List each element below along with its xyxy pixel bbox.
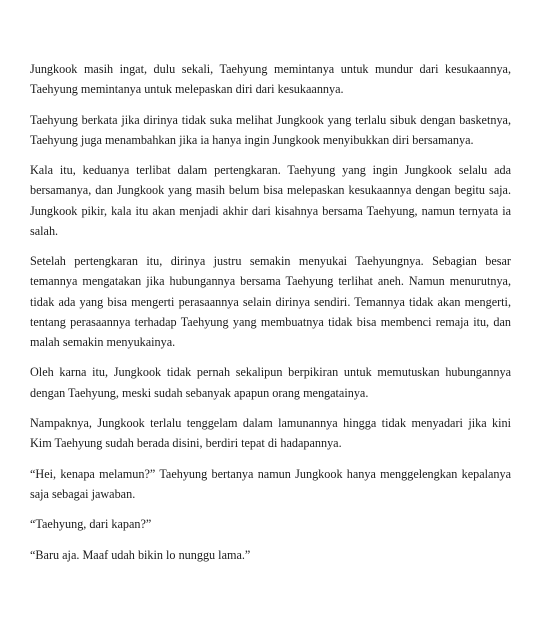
document-page xyxy=(30,59,511,575)
paragraph: Taehyung berkata jika dirinya tidak suka melihat Jungkook yang terlalu sibuk dengan basketnya, Taehyung juga menambahkan jika ia hanya ingin Jungkook menyibukkan diri bersamanya. xyxy=(30,112,511,147)
paragraph: Setelah pertengkaran itu, dirinya justru semakin menyukai Taehyungnya. Sebagian besar temannya mengatakan jika hubungannya bersama Taehyung terlihat aneh. Namun menurutnya, tidak ada yang bisa mengerti perasaannya selain dirinya sendiri. Temannya tidak akan mengerti, tentang perasaannya terhadap Taehyung yang membuatnya tidak bisa membenci remaja itu, dan malah semakin menyukainya. xyxy=(30,254,511,349)
paragraph: Nampaknya, Jungkook terlalu tenggelam dalam lamunannya hingga tidak menyadari jika kini Kim Taehyung sudah berada disini, berdiri tepat di hadapannya. xyxy=(30,415,511,451)
paragraph: “Hei, kenapa melamun?” Taehyung bertanya namun Jungkook hanya menggelengkan kepalanya saja sebagai jawaban. xyxy=(30,466,511,501)
paragraph: Kala itu, keduanya terlibat dalam pertengkaran. Taehyung yang ingin Jungkook selalu ada bersamanya, dan Jungkook yang masih belum bisa melepaskan kesukaannya dengan begitu saja. Jungkook pikir, kala itu akan menjadi akhir dari kisahnya bersama Taehyung, namun ternyata ia salah. xyxy=(30,163,511,238)
paragraph: “Taehyung, dari kapan?” xyxy=(30,517,152,532)
paragraph: Oleh karna itu, Jungkook tidak pernah sekalipun berpikiran untuk memutuskan hubungannya dengan Taehyung, meski sudah sebanyak apapun orang mengatainya. xyxy=(30,365,511,400)
paragraph: Jungkook masih ingat, dulu sekali, Taehyung memintanya untuk mundur dari kesukaannya, Taehyung memintanya untuk melepaskan diri dari kesukaannya. xyxy=(30,62,511,97)
paragraph: “Baru aja. Maaf udah bikin lo nunggu lama.” xyxy=(30,547,251,562)
